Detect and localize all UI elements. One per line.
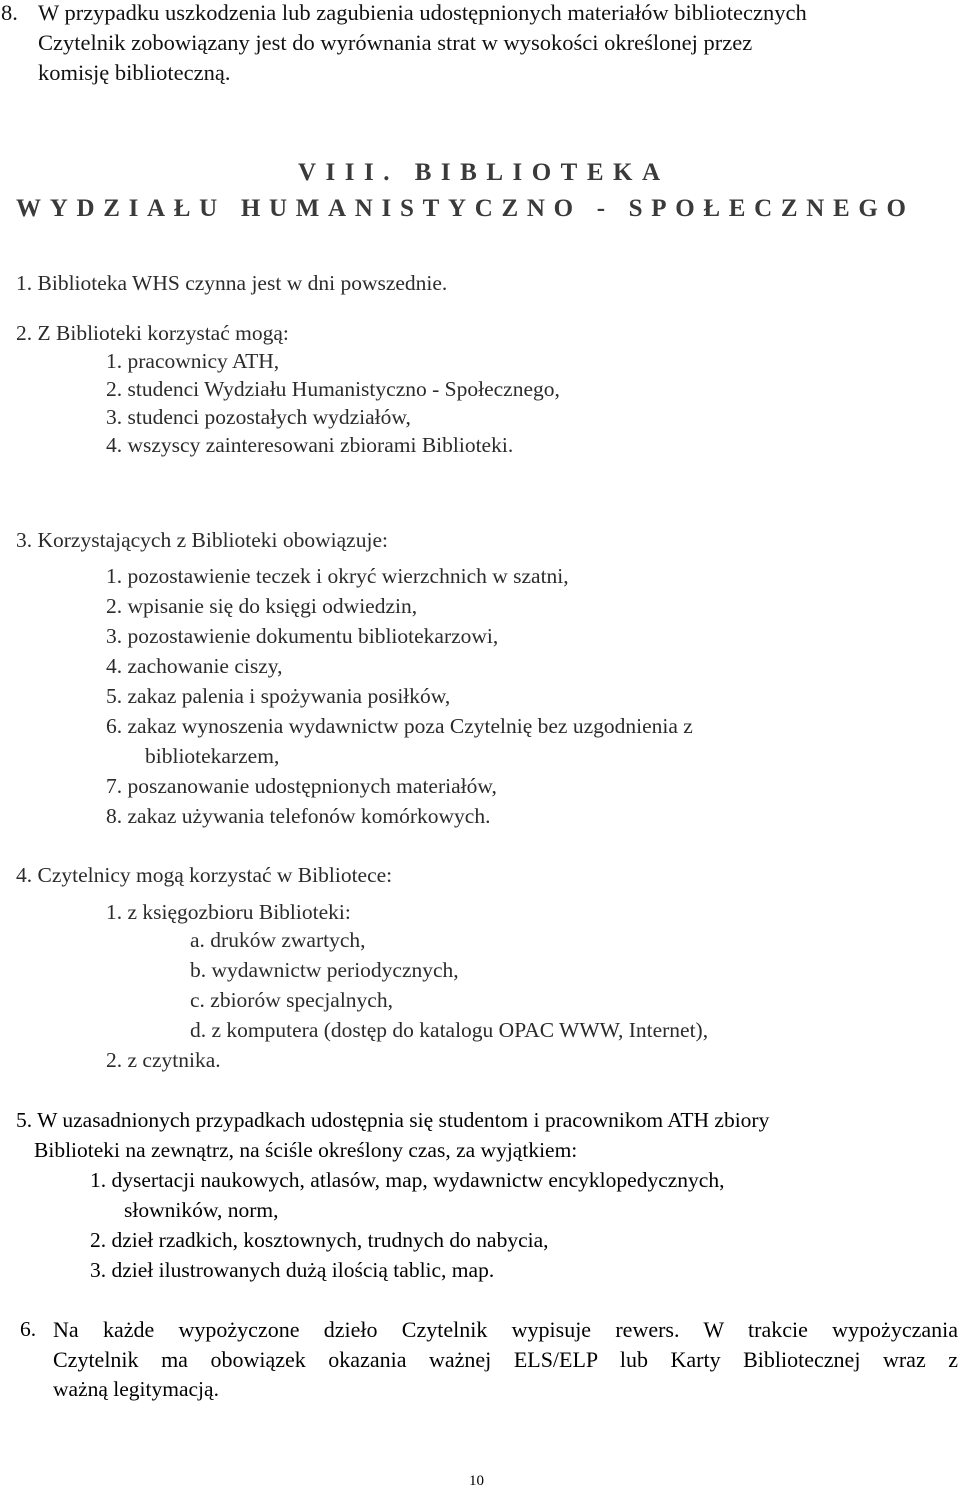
paragraph-8-line-3: komisję biblioteczną.	[38, 60, 231, 85]
paragraph-3-item-3: 3. pozostawienie dokumentu bibliotekarzowi,	[106, 624, 499, 648]
paragraph-3-item-4: 4. zachowanie ciszy,	[106, 654, 283, 678]
paragraph-6-line-1: Na każde wypożyczone dzieło Czytelnik wypisuje rewers. W trakcie wypożyczania	[53, 1317, 958, 1342]
paragraph-2-item-1: 1. pracownicy ATH,	[106, 349, 280, 373]
paragraph-4-item-2: 2. z czytnika.	[106, 1048, 221, 1072]
paragraph-2-item-2: 2. studenci Wydziału Humanistyczno - Społecznego,	[106, 377, 560, 401]
section-heading-line-2: WYDZIAŁU HUMANISTYCZNO - SPOŁECZNEGO	[16, 195, 915, 222]
paragraph-4-subitem-c: c. zbiorów specjalnych,	[190, 988, 393, 1012]
paragraph-8-line-1: W przypadku uszkodzenia lub zagubienia udostępnionych materiałów bibliotecznych	[38, 0, 807, 25]
paragraph-3-item-6: 6. zakaz wynoszenia wydawnictw poza Czytelnię bez uzgodnienia z	[106, 714, 693, 738]
section-heading-line-1: VIII. BIBLIOTEKA	[298, 159, 670, 186]
paragraph-3-title: 3. Korzystających z Biblioteki obowiązuje:	[16, 528, 388, 552]
page-number: 10	[469, 1473, 484, 1489]
paragraph-6-number: 6.	[20, 1317, 37, 1341]
paragraph-3-item-5: 5. zakaz palenia i spożywania posiłków,	[106, 684, 451, 708]
paragraph-3-item-8: 8. zakaz używania telefonów komórkowych.	[106, 804, 491, 828]
paragraph-3-item-7: 7. poszanowanie udostępnionych materiałów,	[106, 774, 497, 798]
paragraph-5-item-2: 2. dzieł rzadkich, kosztownych, trudnych do nabycia,	[90, 1228, 549, 1252]
paragraph-4-subitem-d: d. z komputera (dostęp do katalogu OPAC WWW, Internet),	[190, 1018, 709, 1042]
paragraph-6-line-2: Czytelnik ma obowiązek okazania ważnej ELS/ELP lub Karty Bibliotecznej wraz z	[53, 1347, 958, 1372]
paragraph-2-item-3: 3. studenci pozostałych wydziałów,	[106, 405, 411, 429]
paragraph-8-number: 8.	[1, 0, 18, 25]
paragraph-8-line-2: Czytelnik zobowiązany jest do wyrównania strat w wysokości określonej przez	[38, 30, 753, 55]
paragraph-4-subitem-a: a. druków zwartych,	[190, 928, 366, 952]
paragraph-5-item-1-continued: słowników, norm,	[124, 1198, 279, 1222]
paragraph-5-line-2: Biblioteki na zewnątrz, na ściśle określony czas, za wyjątkiem:	[34, 1138, 578, 1162]
paragraph-5-item-3: 3. dzieł ilustrowanych dużą ilością tablic, map.	[90, 1258, 495, 1282]
paragraph-3-item-6-continued: bibliotekarzem,	[145, 744, 280, 768]
paragraph-2-item-4: 4. wszyscy zainteresowani zbiorami Biblioteki.	[106, 433, 514, 457]
paragraph-4-subitem-b: b. wydawnictw periodycznych,	[190, 958, 459, 982]
paragraph-4-title: 4. Czytelnicy mogą korzystać w Bibliotece:	[16, 863, 393, 887]
paragraph-1: 1. Biblioteka WHS czynna jest w dni powszednie.	[16, 271, 448, 295]
paragraph-3-item-2: 2. wpisanie się do księgi odwiedzin,	[106, 594, 418, 618]
paragraph-3-item-1: 1. pozostawienie teczek i okryć wierzchnich w szatni,	[106, 564, 569, 588]
paragraph-5-line-1: 5. W uzasadnionych przypadkach udostępnia się studentom i pracownikom ATH zbiory	[16, 1108, 770, 1132]
paragraph-6-line-3: ważną legitymacją.	[53, 1377, 219, 1401]
paragraph-2-title: 2. Z Biblioteki korzystać mogą:	[16, 321, 289, 345]
paragraph-4-item-1: 1. z księgozbioru Biblioteki:	[106, 900, 351, 924]
paragraph-5-item-1: 1. dysertacji naukowych, atlasów, map, wydawnictw encyklopedycznych,	[90, 1168, 725, 1192]
